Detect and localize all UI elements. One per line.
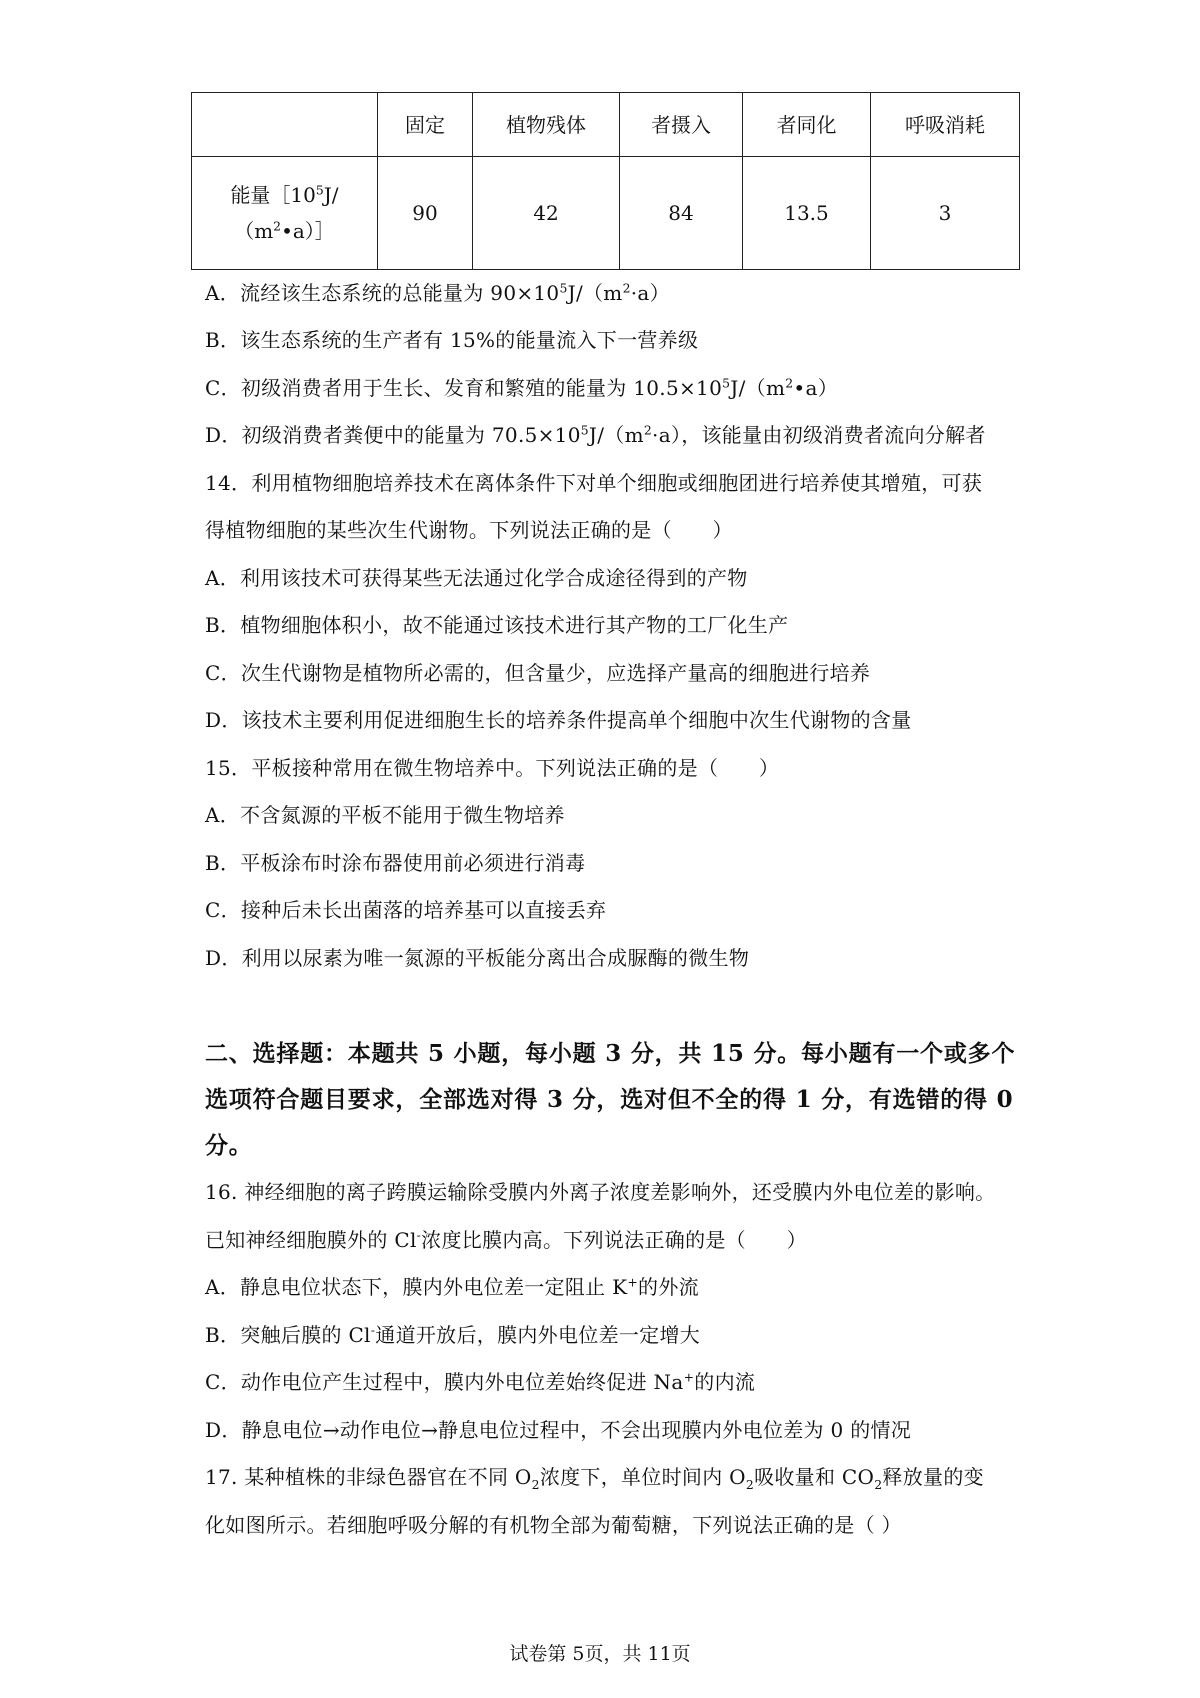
q15-option-b: B．平板涂布时涂布器使用前必须进行消毒 — [205, 851, 586, 875]
row-label: 能量$[10^5J/$ $(m^2•a)]$ — [192, 157, 378, 270]
q15-option-c: C．接种后未长出菌落的培养基可以直接丢弃 — [205, 898, 607, 922]
table-cell: 42 — [473, 157, 620, 270]
energy-table — [191, 92, 1020, 270]
table-cell: 90 — [378, 157, 473, 270]
table-header-cell: 者同化 — [743, 93, 871, 157]
section-heading-line2: 选项符合题目要求，全部选对得 3 分，选对但不全的得 1 分，有选错的得 0 — [205, 1086, 1014, 1113]
q14-stem-line2: 得植物细胞的某些次生代谢物。下列说法正确的是（ ） — [205, 518, 733, 542]
q14-option-a: A．利用该技术可获得某些无法通过化学合成途径得到的产物 — [205, 566, 748, 590]
q17-stem-line2: 化如图所示。若细胞呼吸分解的有机物全部为葡萄糖，下列说法正确的是（ ） — [205, 1513, 902, 1537]
table-cell: 13.5 — [743, 157, 871, 270]
table-header-cell: 植物残体 — [473, 93, 620, 157]
q13-option-b: B．该生态系统的生产者有 15%的能量流入下一营养级 — [205, 328, 699, 352]
q16-option-a: A．静息电位状态下，膜内外电位差一定阻止 K+的外流 — [205, 1274, 699, 1299]
q14-option-b: B．植物细胞体积小，故不能通过该技术进行其产物的工厂化生产 — [205, 613, 789, 637]
table-header-cell: 呼吸消耗 — [871, 93, 1020, 157]
q15-option-a: A．不含氮源的平板不能用于微生物培养 — [205, 803, 565, 827]
q15-option-d: D．利用以尿素为唯一氮源的平板能分离出合成脲酶的微生物 — [205, 946, 750, 970]
q16-option-b: B．突触后膜的 Cl-通道开放后，膜内外电位差一定增大 — [205, 1322, 701, 1347]
q14-option-d: D．该技术主要利用促进细胞生长的培养条件提高单个细胞中次生代谢物的含量 — [205, 708, 912, 732]
table-row — [192, 157, 1020, 270]
q13-option-c: C．初级消费者用于生长、发育和繁殖的能量为 $10.5\times 10^5J/(m^2•a)$ — [205, 375, 839, 400]
q16-option-c: C．动作电位产生过程中，膜内外电位差始终促进 Na+的内流 — [205, 1369, 756, 1394]
q16-stem-line1: 16. 神经细胞的离子跨膜运输除受膜内外离子浓度差影响外，还受膜内外电位差的影响。 — [205, 1180, 996, 1204]
page-footer: 试卷第 5页，共 11页 — [509, 1643, 691, 1665]
q13-option-a: A．流经该生态系统的总能量为 $90\times 10^5J/(m^2\cdot a)$ — [205, 280, 670, 305]
table-cell: 84 — [620, 157, 743, 270]
q14-option-c: C．次生代谢物是植物所必需的，但含量少，应选择产量高的细胞进行培养 — [205, 661, 871, 685]
table-header-cell — [192, 93, 378, 157]
q16-option-d: D．静息电位→动作电位→静息电位过程中，不会出现膜内外电位差为 0 的情况 — [205, 1418, 912, 1442]
q15-stem: 15．平板接种常用在微生物培养中。下列说法正确的是（ ） — [205, 756, 780, 780]
q14-stem-line1: 14．利用植物细胞培养技术在离体条件下对单个细胞或细胞团进行培养使其增殖，可获 — [205, 471, 983, 495]
section-heading-line1: 二、选择题：本题共 5 小题，每小题 3 分，共 15 分。每小题有一个或多个 — [205, 1040, 1016, 1067]
table-header-cell: 者摄入 — [620, 93, 743, 157]
section-heading-line3: 分。 — [205, 1132, 253, 1159]
q17-stem-line1: 17. 某种植株的非绿色器官在不同 $O_2$浓度下，单位时间内 $O_2$吸收量和 $CO_2$释放量的变 — [205, 1465, 984, 1492]
q13-option-d: D．初级消费者粪便中的能量为 $70.5\times 10^5J/(m^2\cdot a)$，该能量由初级消费者流向分解者 — [205, 422, 986, 447]
q16-stem-line2: 已知神经细胞膜外的 Cl-浓度比膜内高。下列说法正确的是（ ） — [205, 1227, 807, 1252]
table-cell: 3 — [871, 157, 1020, 270]
table-header-row — [192, 93, 1020, 157]
table-header-cell: 固定 — [378, 93, 473, 157]
